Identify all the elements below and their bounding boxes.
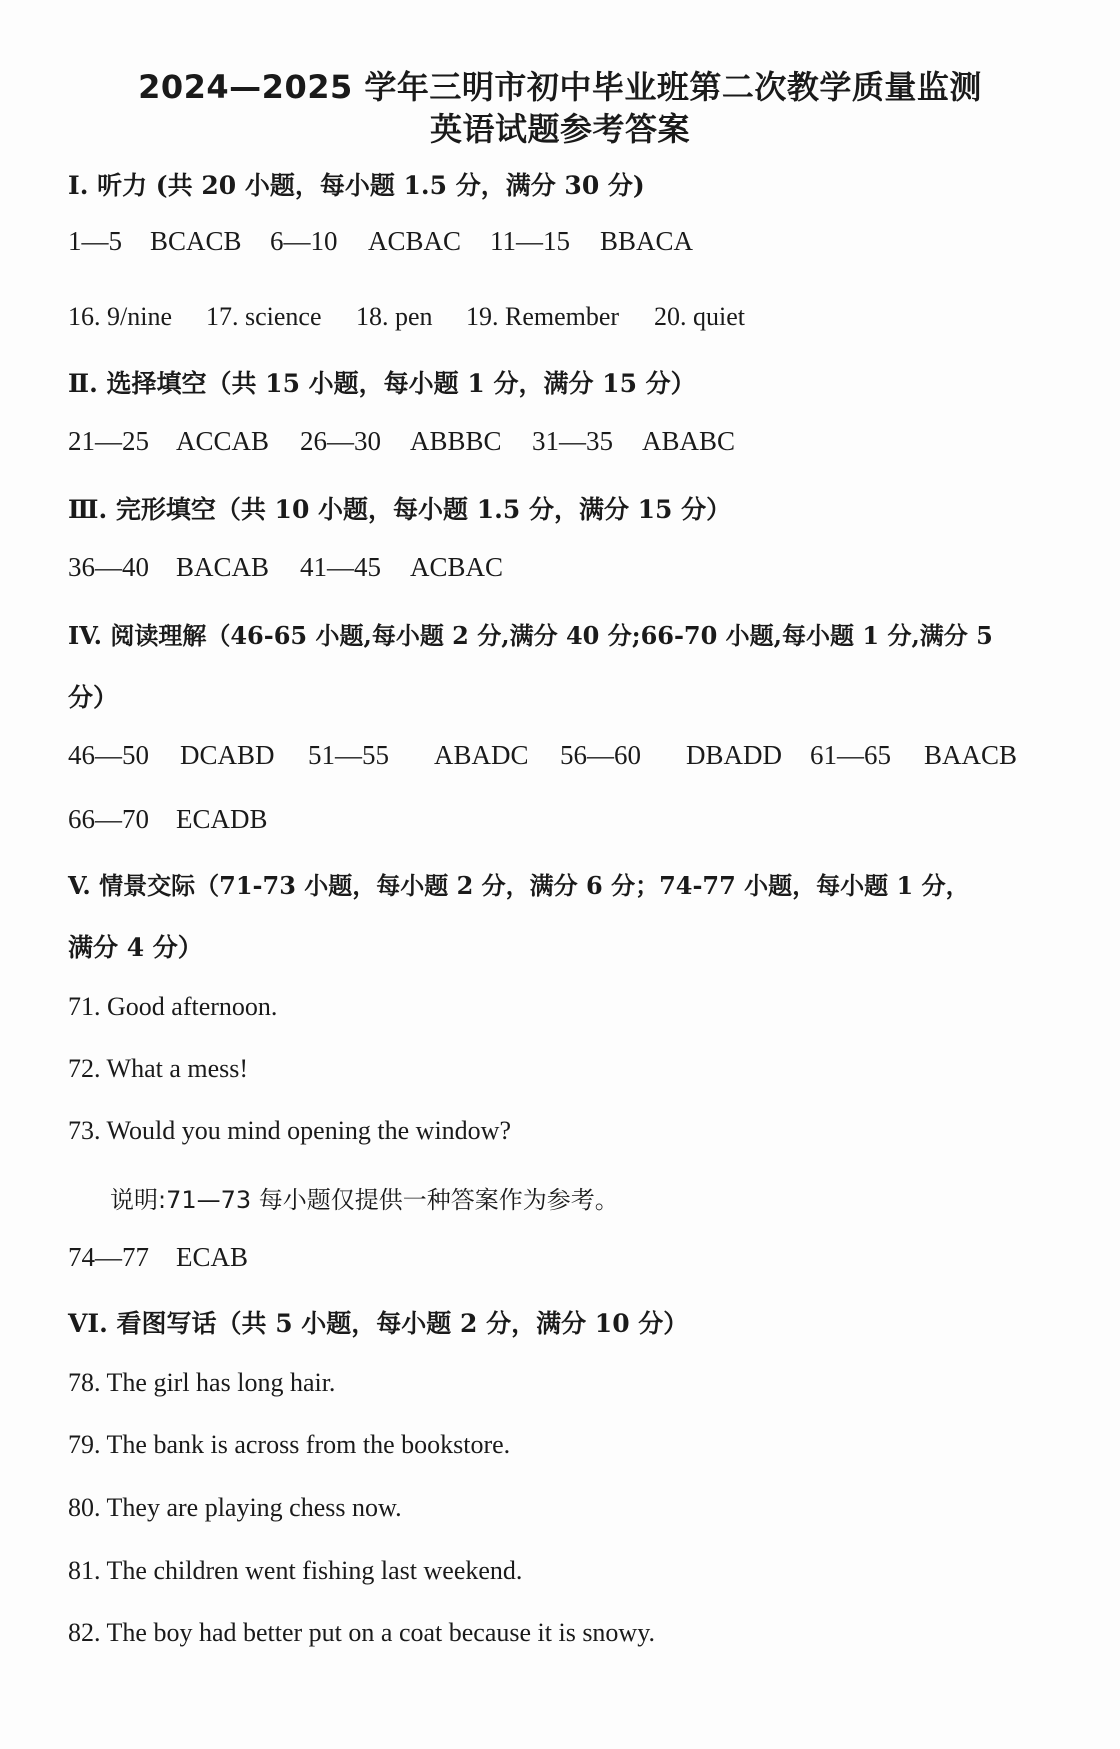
answer-19: 19. Remember: [466, 302, 620, 331]
answer-group: ACBAC: [410, 552, 504, 582]
answer-20: 20. quiet: [654, 302, 745, 331]
section-1-heading: I. 听力 (共 20 小题，每小题 1.5 分，满分 30 分): [68, 171, 645, 200]
answer-group: BCACB: [150, 226, 242, 256]
range-label: 74—77: [68, 1242, 149, 1272]
document-title: 2024—2025 学年三明市初中毕业班第二次教学质量监测: [138, 68, 982, 106]
range-label: 6—10: [270, 226, 338, 256]
answer-17: 17. science: [206, 302, 322, 331]
answer-note: 说明:71—73 每小题仅提供一种答案作为参考。: [110, 1186, 619, 1214]
answer-18: 18. pen: [356, 302, 433, 331]
answer-group: ABBBC: [410, 426, 502, 456]
answer-group: ABADC: [434, 740, 529, 770]
answer-82: 82. The boy had better put on a coat because it is snowy.: [68, 1618, 656, 1647]
answer-group: BAACB: [924, 740, 1018, 770]
answer-group: ECAB: [176, 1242, 249, 1272]
answer-group: BBACA: [600, 226, 694, 256]
range-label: 1—5: [68, 226, 122, 256]
answer-group: DCABD: [180, 740, 275, 770]
answer-group: ACBAC: [368, 226, 462, 256]
range-label: 51—55: [308, 740, 389, 770]
document-subtitle: 英语试题参考答案: [429, 110, 690, 148]
range-label: 11—15: [490, 226, 570, 256]
answer-group: ABABC: [642, 426, 736, 456]
range-label: 56—60: [560, 740, 641, 770]
range-label: 46—50: [68, 740, 149, 770]
answer-81: 81. The children went fishing last weekend.: [68, 1556, 523, 1585]
range-label: 31—35: [532, 426, 613, 456]
section-2-heading: Ⅱ. 选择填空（共 15 小题，每小题 1 分，满分 15 分）: [68, 369, 696, 398]
range-label: 26—30: [300, 426, 381, 456]
answer-71: 71. Good afternoon.: [68, 992, 278, 1021]
range-label: 21—25: [68, 426, 149, 456]
answer-group: ACCAB: [176, 426, 270, 456]
section-5-heading-cont: 满分 4 分）: [68, 933, 203, 962]
answer-80: 80. They are playing chess now.: [68, 1493, 402, 1522]
section-3-heading: Ⅲ. 完形填空（共 10 小题，每小题 1.5 分，满分 15 分）: [68, 495, 732, 524]
section-4-heading: IV. 阅读理解（46-65 小题,每小题 2 分,满分 40 分;66-70 小题,每小题 1 分,满分 5: [68, 621, 993, 650]
answer-group: ECADB: [176, 804, 268, 834]
answer-group: BACAB: [176, 552, 270, 582]
range-label: 36—40: [68, 552, 149, 582]
answer-16: 16. 9/nine: [68, 302, 172, 331]
range-label: 66—70: [68, 804, 149, 834]
section-6-heading: VI. 看图写话（共 5 小题，每小题 2 分，满分 10 分）: [68, 1309, 689, 1338]
section-5-heading: V. 情景交际（71-73 小题，每小题 2 分，满分 6 分；74-77 小题，每小题 1 分，: [68, 871, 970, 900]
answer-72: 72. What a mess!: [68, 1054, 249, 1083]
answer-78: 78. The girl has long hair.: [68, 1368, 336, 1397]
section-4-heading-cont: 分）: [68, 683, 119, 712]
range-label: 41—45: [300, 552, 381, 582]
range-label: 61—65: [810, 740, 891, 770]
answer-79: 79. The bank is across from the bookstore.: [68, 1430, 511, 1459]
answer-group: DBADD: [686, 740, 783, 770]
answer-73: 73. Would you mind opening the window?: [68, 1116, 512, 1145]
